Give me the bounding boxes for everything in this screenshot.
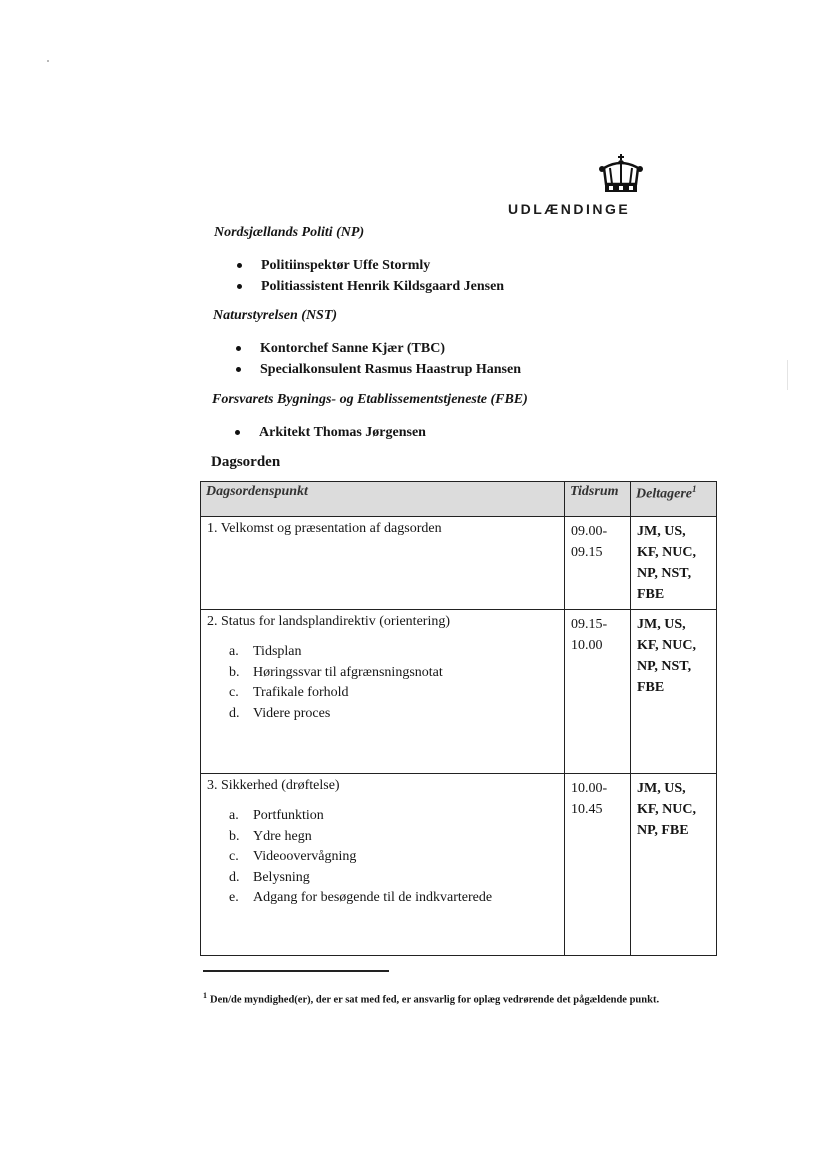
column-header-participants xyxy=(631,482,717,517)
subitem-letter: e. xyxy=(229,890,239,905)
subitem-text: Høringssvar til afgrænsningsnotat xyxy=(253,664,443,680)
attendee-name: Politiassistent Henrik Kildsgaard Jensen xyxy=(261,279,505,294)
list-item xyxy=(229,642,558,663)
subitem-text: Portfunktion xyxy=(253,808,324,823)
participants-line: NP, NST, xyxy=(637,566,692,581)
table-row xyxy=(201,517,717,610)
time-cell xyxy=(565,610,631,774)
list-item xyxy=(229,868,558,889)
list-item xyxy=(235,422,426,443)
participants-line: NP, FBE xyxy=(637,823,689,838)
scan-artifact xyxy=(47,60,49,62)
participants-line: FBE xyxy=(637,587,665,602)
subitem-text: Videoovervågning xyxy=(253,849,357,864)
participants-line: KF, NUC, xyxy=(637,638,696,653)
attendee-name: Specialkonsulent Rasmus Haastrup Hansen xyxy=(260,362,522,377)
subitem-letter: d. xyxy=(229,869,240,885)
column-header-item: Dagsordenspunkt xyxy=(201,482,565,517)
subitem-letter: d. xyxy=(229,705,240,721)
organization-name: UDLÆNDINGE xyxy=(508,201,631,217)
attendee-list-fbe xyxy=(235,422,426,443)
list-item xyxy=(237,276,504,297)
list-item xyxy=(229,683,558,704)
participants-line: NP, NST, xyxy=(637,659,692,674)
royal-crown-icon xyxy=(598,154,644,196)
agenda-item-cell xyxy=(201,610,565,774)
agenda-item-title: 1. Velkomst og præsentation af dagsorden xyxy=(207,521,442,536)
subitem-text: Videre proces xyxy=(253,705,331,721)
time-start: 09.00- xyxy=(571,524,608,539)
section-title-fbe: Forsvarets Bygnings- og Etablissementstjeneste (FBE) xyxy=(212,392,528,407)
participants-cell xyxy=(631,517,717,610)
bullet-icon xyxy=(237,284,242,289)
agenda-subitems xyxy=(229,806,558,909)
time-start: 09.15- xyxy=(571,617,608,632)
bullet-icon xyxy=(236,346,241,351)
agenda-table xyxy=(200,481,717,956)
subitem-letter: a. xyxy=(229,644,239,659)
participants-header-label: Deltagere xyxy=(636,486,692,502)
subitem-letter: b. xyxy=(229,664,240,680)
participants-line: JM, US, xyxy=(637,781,686,796)
time-cell xyxy=(565,517,631,610)
subitem-letter: c. xyxy=(229,685,239,700)
subitem-text: Belysning xyxy=(253,869,310,885)
scan-artifact xyxy=(787,360,788,390)
time-start: 10.00- xyxy=(571,781,608,796)
footnote xyxy=(203,988,703,1009)
participants-line: JM, US, xyxy=(637,524,686,539)
time-end: 10.45 xyxy=(571,802,603,817)
table-row xyxy=(201,610,717,774)
table-header-row xyxy=(201,482,717,517)
agenda-subitems xyxy=(229,642,558,724)
agenda-item-cell xyxy=(201,517,565,610)
footnote-divider xyxy=(203,970,389,972)
time-end: 09.15 xyxy=(571,545,603,560)
column-header-time: Tidsrum xyxy=(565,482,631,517)
agenda-heading: Dagsorden xyxy=(211,454,281,470)
footnote-text: Den/de myndighed(er), der er sat med fed, er ansvarlig for oplæg vedrørende det pågældende punkt. xyxy=(210,994,660,1006)
participants-cell xyxy=(631,610,717,774)
subitem-text: Ydre hegn xyxy=(253,828,312,844)
list-item xyxy=(229,847,558,868)
time-cell xyxy=(565,774,631,956)
section-title-nst: Naturstyrelsen (NST) xyxy=(213,308,338,323)
attendee-name: Arkitekt Thomas Jørgensen xyxy=(259,425,426,440)
subitem-text: Adgang for besøgende til de indkvarterede xyxy=(253,890,493,905)
list-item xyxy=(229,888,558,909)
subitem-letter: b. xyxy=(229,828,240,844)
list-item xyxy=(236,338,521,359)
attendee-name: Politiinspektør Uffe Stormly xyxy=(261,258,431,273)
attendee-name: Kontorchef Sanne Kjær (TBC) xyxy=(260,341,445,356)
participants-cell xyxy=(631,774,717,956)
table-row xyxy=(201,774,717,956)
bullet-icon xyxy=(236,367,241,372)
list-item xyxy=(229,704,558,725)
attendee-list-np xyxy=(237,255,504,297)
subitem-letter: a. xyxy=(229,808,239,823)
participants-line: FBE xyxy=(637,680,665,695)
list-item xyxy=(237,255,504,276)
subitem-text: Trafikale forhold xyxy=(253,685,349,700)
list-item xyxy=(236,359,521,380)
participants-line: JM, US, xyxy=(637,617,686,632)
subitem-letter: c. xyxy=(229,849,239,864)
participants-line: KF, NUC, xyxy=(637,545,696,560)
agenda-item-title: 3. Sikkerhed (drøftelse) xyxy=(207,778,340,793)
list-item xyxy=(229,827,558,848)
footnote-reference: 1 xyxy=(691,484,697,494)
subitem-text: Tidsplan xyxy=(253,644,302,659)
agenda-item-cell xyxy=(201,774,565,956)
bullet-icon xyxy=(237,263,242,268)
list-item xyxy=(229,663,558,684)
agenda-item-title: 2. Status for landsplandirektiv (orientering) xyxy=(207,614,450,629)
footnote-number: 1 xyxy=(203,991,207,1000)
section-title-np: Nordsjællands Politi (NP) xyxy=(214,225,365,240)
attendee-list-nst xyxy=(236,338,521,380)
time-end: 10.00 xyxy=(571,638,603,653)
list-item xyxy=(229,806,558,827)
bullet-icon xyxy=(235,430,240,435)
participants-line: KF, NUC, xyxy=(637,802,696,817)
